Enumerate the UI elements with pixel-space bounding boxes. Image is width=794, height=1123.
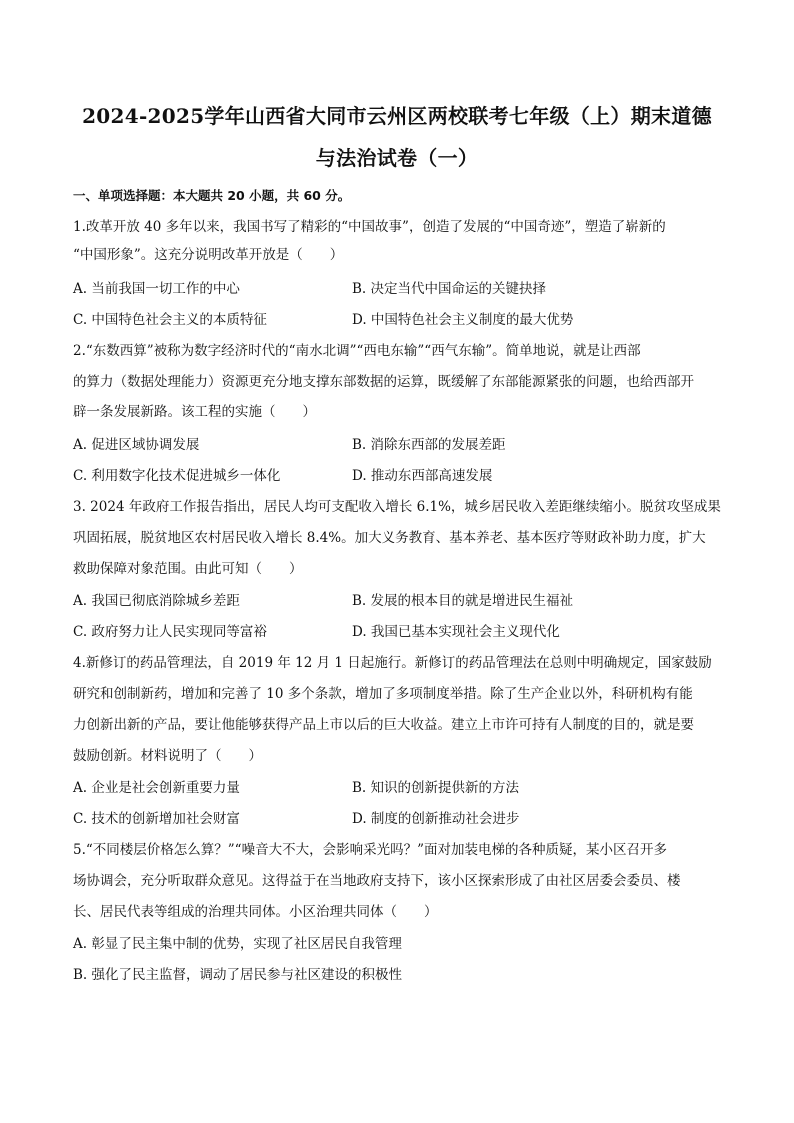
question-2-stem-line-1: 2.“东数西算”被称为数字经济时代的“南水北调”“西电东输”“西气东输”。简单地说，就是让西部 — [73, 343, 641, 359]
question-2-option-c: C. 利用数字化技术促进城乡一体化 — [73, 468, 281, 484]
exam-title-line-2: 与法治试卷（一） — [315, 146, 479, 170]
question-1-option-c: C. 中国特色社会主义的本质特征 — [73, 312, 267, 328]
question-1-option-b: B. 决定当代中国命运的关键抉择 — [352, 281, 547, 297]
question-3-stem-line-2: 巩固拓展，脱贫地区农村居民收入增长 8.4%。加大义务教育、基本养老、基本医疗等财政补助力度，扩大 — [73, 530, 706, 546]
question-5-stem-line-1: 5.“不同楼层价格怎么算？”“噪音大不大，会影响采光吗？”面对加装电梯的各种质疑，某小区召开多 — [73, 842, 667, 858]
question-1-stem-line-2: “中国形象”。这充分说明改革开放是（ ） — [73, 247, 344, 263]
question-2-option-d: D. 推动东西部高速发展 — [352, 468, 493, 484]
question-4-option-a: A. 企业是社会创新重要力量 — [73, 780, 240, 796]
question-2-option-b: B. 消除东西部的发展差距 — [352, 437, 506, 453]
question-4-option-d: D. 制度的创新推动社会进步 — [352, 811, 520, 827]
question-5-option-a: A. 彰显了民主集中制的优势，实现了社区居民自我管理 — [73, 936, 402, 952]
question-4-stem-line-3: 力创新出新的产品，要让他能够获得产品上市以后的巨大收益。建立上市许可持有人制度的目的，就是要 — [73, 717, 694, 733]
question-5-option-b: B. 强化了民主监督，调动了居民参与社区建设的积极性 — [73, 967, 403, 983]
question-4-option-b: B. 知识的创新提供新的方法 — [352, 780, 520, 796]
question-1-stem-line-1: 1.改革开放 40 多年以来，我国书写了精彩的“中国故事”，创造了发展的“中国奇迹”，塑造了崭新的 — [73, 219, 666, 235]
question-4-stem-line-1: 4.新修订的药品管理法，自 2019 年 12 月 1 日起施行。新修订的药品管理法在总则中明确规定，国家鼓励 — [73, 655, 712, 671]
question-3-option-c: C. 政府努力让人民实现同等富裕 — [73, 624, 267, 640]
question-5-stem-line-3: 长、居民代表等组成的治理共同体。小区治理共同体（ ） — [73, 904, 438, 920]
question-1-option-d: D. 中国特色社会主义制度的最大优势 — [352, 312, 574, 328]
question-4-stem-line-4: 鼓励创新。材料说明了（ ） — [73, 748, 262, 764]
section-heading: 一、单项选择题：本大题共 20 小题，共 60 分。 — [73, 188, 351, 203]
question-3-option-d: D. 我国已基本实现社会主义现代化 — [352, 624, 560, 640]
question-5-stem-line-2: 场协调会，充分听取群众意见。这得益于在当地政府支持下，该小区探索形成了由社区居委会委员、楼 — [73, 873, 681, 889]
question-3-option-a: A. 我国已彻底消除城乡差距 — [73, 593, 240, 609]
question-2-stem-line-2: 的算力（数据处理能力）资源更充分地支撑东部数据的运算，既缓解了东部能源紧张的问题，也给西部开 — [73, 374, 694, 390]
question-3-stem-line-3: 救助保障对象范围。由此可知（ ） — [73, 561, 303, 577]
question-2-stem-line-3: 辟一条发展新路。该工程的实施（ ） — [73, 404, 316, 420]
question-1-option-a: A. 当前我国一切工作的中心 — [73, 281, 240, 297]
question-3-option-b: B. 发展的根本目的就是增进民生福祉 — [352, 593, 574, 609]
question-4-stem-line-2: 研究和创制新药，增加和完善了 10 多个条款，增加了多项制度举措。除了生产企业以外，科研机构有能 — [73, 686, 693, 702]
exam-title-line-1: 2024-2025学年山西省大同市云州区两校联考七年级（上）期末道德 — [82, 104, 712, 128]
question-2-option-a: A. 促进区域协调发展 — [73, 437, 200, 453]
question-3-stem-line-1: 3. 2024 年政府工作报告指出，居民人均可支配收入增长 6.1%，城乡居民收入差距继续缩小。脱贫攻坚成果 — [73, 499, 721, 515]
question-4-option-c: C. 技术的创新增加社会财富 — [73, 811, 240, 827]
